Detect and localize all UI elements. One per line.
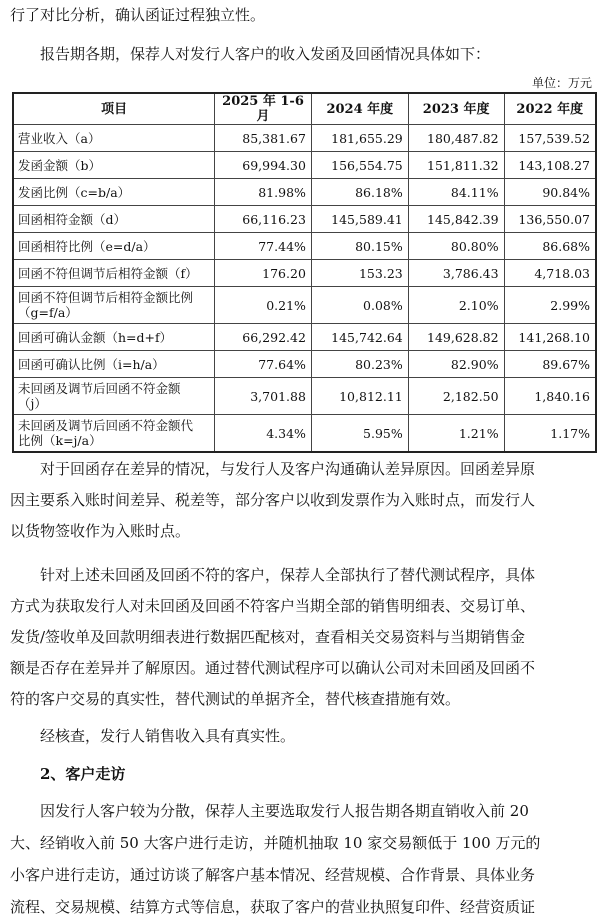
column-header: 2023 年度 — [408, 93, 504, 125]
table-cell: 145,842.39 — [408, 206, 504, 233]
text-line: 以货物签收作为入账时点。 — [10, 522, 191, 540]
table-cell: 1.21% — [408, 415, 504, 453]
row-label: 回函可确认金额（h=d+f） — [13, 324, 215, 351]
text-line: 针对上述未回函及回函不符的客户，保荐人全部执行了替代测试程序，具体 — [40, 566, 536, 584]
text-line: 符的客户交易的真实性，替代测试的单据齐全，替代核查措施有效。 — [10, 690, 461, 708]
confirmation-table — [12, 92, 597, 453]
table-cell: 141,268.10 — [504, 324, 596, 351]
table-cell: 156,554.75 — [311, 152, 408, 179]
table-cell: 0.21% — [215, 287, 312, 324]
table-cell: 151,811.32 — [408, 152, 504, 179]
table-cell: 1,840.16 — [504, 378, 596, 415]
table-cell: 86.68% — [504, 233, 596, 260]
table-row — [13, 206, 596, 233]
table-cell: 77.64% — [215, 351, 312, 378]
row-label: 发函金额（b） — [13, 152, 215, 179]
text-line: 发货/签收单及回款明细表进行数据匹配核对，查看相关交易资料与当期销售金 — [10, 628, 526, 646]
table-row — [13, 179, 596, 206]
table-cell: 86.18% — [311, 179, 408, 206]
table-cell: 2.10% — [408, 287, 504, 324]
table-row — [13, 287, 596, 324]
row-label — [13, 287, 215, 324]
column-header: 2022 年度 — [504, 93, 596, 125]
table-cell: 69,994.30 — [215, 152, 312, 179]
table-row — [13, 415, 596, 453]
table-cell: 2.99% — [504, 287, 596, 324]
row-label-line: 回函不符但调节后相符金额比例 — [18, 290, 194, 305]
row-label: 回函不符但调节后相符金额（f） — [13, 260, 215, 287]
row-label-line: （g=f/a） — [18, 305, 78, 320]
table-row — [13, 260, 596, 287]
row-label: 回函相符金额（d） — [13, 206, 215, 233]
table-row — [13, 125, 596, 152]
text-line: 小客户进行走访，通过访谈了解客户基本情况、经营规模、合作背景、具体业务 — [10, 866, 536, 884]
table-cell: 145,742.64 — [311, 324, 408, 351]
table-cell: 4,718.03 — [504, 260, 596, 287]
table-cell: 80.80% — [408, 233, 504, 260]
table-cell: 5.95% — [311, 415, 408, 453]
row-label-line: 比例（k=j/a） — [18, 433, 102, 448]
row-label: 发函比例（c=b/a） — [13, 179, 215, 206]
table-row — [13, 233, 596, 260]
row-label-line: 未回函及调节后回函不符金额 — [18, 381, 181, 396]
text-line: 额是否存在差异并了解原因。通过替代测试程序可以确认公司对未回函及回函不 — [10, 659, 536, 677]
row-label: 回函可确认比例（i=h/a） — [13, 351, 215, 378]
table-header-row — [13, 93, 596, 125]
text-line: 因发行人客户较为分散，保荐人主要选取发行人报告期各期直销收入前 20 — [40, 802, 529, 820]
text-line: 报告期各期，保荐人对发行人客户的收入发函及回函情况具体如下： — [40, 45, 491, 63]
table-cell: 66,116.23 — [215, 206, 312, 233]
column-header: 项目 — [13, 93, 215, 125]
table-row — [13, 152, 596, 179]
table-cell: 89.67% — [504, 351, 596, 378]
text-line: 行了对比分析，确认函证过程独立性。 — [10, 6, 266, 24]
row-label — [13, 378, 215, 415]
table-cell: 4.34% — [215, 415, 312, 453]
table-cell: 145,589.41 — [311, 206, 408, 233]
table-cell: 176.20 — [215, 260, 312, 287]
text-line: 因主要系入账时间差异、税差等，部分客户以收到发票作为入账时点，而发行人 — [10, 491, 536, 509]
row-label-line: （j） — [18, 396, 47, 411]
table-cell: 3,701.88 — [215, 378, 312, 415]
table-row — [13, 378, 596, 415]
table-cell: 85,381.67 — [215, 125, 312, 152]
unit-label: 单位：万元 — [531, 76, 592, 90]
row-label-line: 未回函及调节后回函不符金额代 — [18, 418, 194, 433]
section-heading: 2、客户走访 — [40, 765, 126, 783]
table-cell: 10,812.11 — [311, 378, 408, 415]
table-cell: 0.08% — [311, 287, 408, 324]
text-line: 方式为获取发行人对未回函及回函不符客户当期全部的销售明细表、交易订单、 — [10, 597, 536, 615]
table-cell: 80.23% — [311, 351, 408, 378]
table-cell: 181,655.29 — [311, 125, 408, 152]
column-header: 2025 年 1-6 月 — [215, 93, 312, 125]
table-cell: 143,108.27 — [504, 152, 596, 179]
table-cell: 80.15% — [311, 233, 408, 260]
table-cell: 157,539.52 — [504, 125, 596, 152]
table-cell: 149,628.82 — [408, 324, 504, 351]
column-header: 2024 年度 — [311, 93, 408, 125]
text-line: 大、经销收入前 50 大客户进行走访，并随机抽取 10 家交易额低于 100 万元的 — [10, 834, 541, 852]
text-line: 对于回函存在差异的情况，与发行人及客户沟通确认差异原因。回函差异原 — [40, 460, 536, 478]
table-cell: 66,292.42 — [215, 324, 312, 351]
table-cell: 153.23 — [311, 260, 408, 287]
table-cell: 136,550.07 — [504, 206, 596, 233]
table-row — [13, 324, 596, 351]
row-label: 营业收入（a） — [13, 125, 215, 152]
row-label — [13, 415, 215, 453]
text-line: 经核查，发行人销售收入具有真实性。 — [40, 727, 296, 745]
table-cell: 3,786.43 — [408, 260, 504, 287]
table-cell: 82.90% — [408, 351, 504, 378]
table-row — [13, 351, 596, 378]
table-cell: 90.84% — [504, 179, 596, 206]
text-line: 流程、交易规模、结算方式等信息，获取了客户的营业执照复印件、经营资质证 — [10, 898, 536, 916]
row-label: 回函相符比例（e=d/a） — [13, 233, 215, 260]
table-cell: 1.17% — [504, 415, 596, 453]
table-cell: 84.11% — [408, 179, 504, 206]
table-cell: 180,487.82 — [408, 125, 504, 152]
table-cell: 81.98% — [215, 179, 312, 206]
table-cell: 77.44% — [215, 233, 312, 260]
table-cell: 2,182.50 — [408, 378, 504, 415]
